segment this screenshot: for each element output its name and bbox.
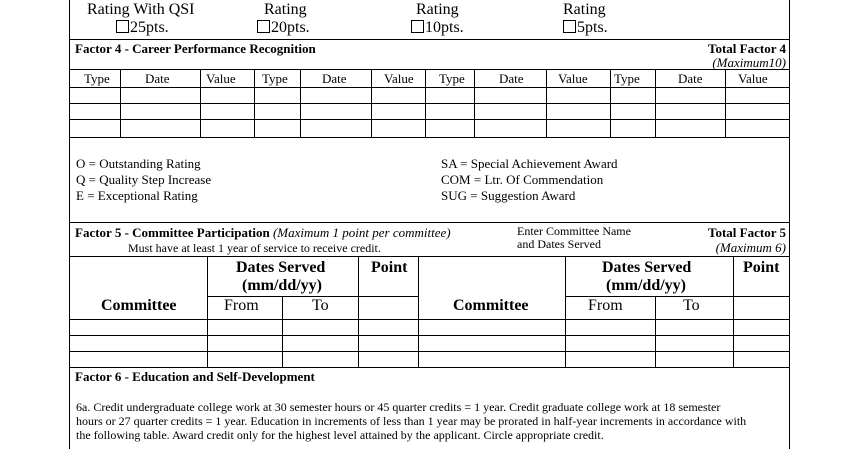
header-value-1: Value (206, 71, 236, 86)
rating-20-option (257, 19, 310, 37)
table-line (358, 296, 418, 297)
rating-25-label: 25pts. (130, 19, 169, 36)
factor4-title: Factor 4 - Career Performance Recognition (75, 41, 316, 56)
header-type-4: Type (614, 71, 640, 86)
point-left: Point (371, 259, 408, 276)
form-right-border (789, 0, 790, 449)
dates-served-left: Dates Served (236, 259, 326, 276)
rating-10-title: Rating (416, 1, 459, 18)
header-type-2: Type (262, 71, 288, 86)
table-line (733, 296, 789, 297)
rating-5-option (563, 19, 608, 37)
header-date-4: Date (678, 71, 703, 86)
legend-outstanding: O = Outstanding Rating (76, 156, 201, 171)
factor6-para-line1: 6a. Credit undergraduate college work at 30 semester hours or 45 quarter credits = 1 year. Credit graduate college work at 18 semester (76, 400, 721, 414)
factor5-total-max: (Maximum 6) (715, 240, 786, 255)
rating-20-title: Rating (264, 1, 307, 18)
factor5-input-row[interactable] (69, 336, 789, 351)
rating-5-checkbox[interactable] (563, 20, 576, 33)
form-left-border (69, 0, 70, 449)
header-date-1: Date (145, 71, 170, 86)
table-line (69, 69, 789, 70)
from-left: From (224, 297, 259, 314)
rating-10-option (411, 19, 464, 37)
section-divider (69, 39, 789, 40)
factor5-table (69, 256, 789, 366)
rating-qsi-option (116, 19, 169, 37)
section-divider (69, 222, 789, 223)
factor4-input-row[interactable] (69, 88, 789, 103)
rating-20-label: 20pts. (271, 19, 310, 36)
factor5-title-note: (Maximum 1 point per committee) (272, 225, 451, 240)
factor6-title: Factor 6 - Education and Self-Development (75, 369, 315, 384)
legend-quality-step: Q = Quality Step Increase (76, 172, 212, 187)
factor6-para-line3: the following table. Award credit only for the highest level attained by the applicant. Circle appropriate credit. (76, 428, 604, 442)
factor4-input-row[interactable] (69, 104, 789, 119)
factor5-input-row[interactable] (69, 320, 789, 335)
rating-20-checkbox[interactable] (257, 20, 270, 33)
header-value-2: Value (384, 71, 414, 86)
factor5-enter-line2: and Dates Served (517, 237, 601, 251)
table-line (69, 367, 789, 368)
header-date-3: Date (499, 71, 524, 86)
header-type-3: Type (439, 71, 465, 86)
dates-served-right: Dates Served (602, 259, 692, 276)
factor4-total-max: (Maximum10) (712, 55, 786, 70)
rating-10-checkbox[interactable] (411, 20, 424, 33)
table-line (69, 256, 789, 257)
legend-suggestion: SUG = Suggestion Award (441, 188, 576, 203)
point-right: Point (743, 259, 780, 276)
rating-5-title: Rating (563, 1, 606, 18)
header-type-1: Type (84, 71, 110, 86)
factor5-enter-line1: Enter Committee Name (517, 224, 631, 238)
rating-25-checkbox[interactable] (116, 20, 129, 33)
committee-left: Committee (101, 297, 177, 314)
legend-exceptional: E = Exceptional Rating (76, 188, 198, 203)
rating-10-label: 10pts. (425, 19, 464, 36)
to-right: To (683, 297, 700, 314)
header-value-3: Value (558, 71, 588, 86)
from-right: From (588, 297, 623, 314)
factor6-para-line2: hours or 27 quarter credits = 1 year. Education in increments of less than 1 year may be prorated in half-year increments in accordance with (76, 414, 747, 428)
factor4-total-label: Total Factor 4 (708, 41, 786, 56)
factor4-table (69, 69, 789, 139)
legend-commendation: COM = Ltr. Of Commendation (441, 172, 604, 187)
factor5-title-text: Factor 5 - Committee Participation (75, 225, 270, 240)
header-date-2: Date (322, 71, 347, 86)
factor5-total-label: Total Factor 5 (708, 225, 786, 240)
rating-qsi-title: Rating With QSI (87, 1, 195, 18)
factor5-title (75, 225, 451, 241)
factor5-input-row[interactable] (69, 352, 789, 367)
legend-special-achievement: SA = Special Achievement Award (441, 156, 618, 171)
header-value-4: Value (738, 71, 768, 86)
factor5-subnote: Must have at least 1 year of service to receive credit. (128, 241, 381, 255)
factor4-input-row[interactable] (69, 120, 789, 137)
date-format-right: (mm/dd/yy) (606, 277, 686, 294)
table-line (69, 137, 789, 138)
rating-5-label: 5pts. (577, 19, 608, 36)
committee-right: Committee (453, 297, 529, 314)
date-format-left: (mm/dd/yy) (242, 277, 322, 294)
to-left: To (312, 297, 329, 314)
